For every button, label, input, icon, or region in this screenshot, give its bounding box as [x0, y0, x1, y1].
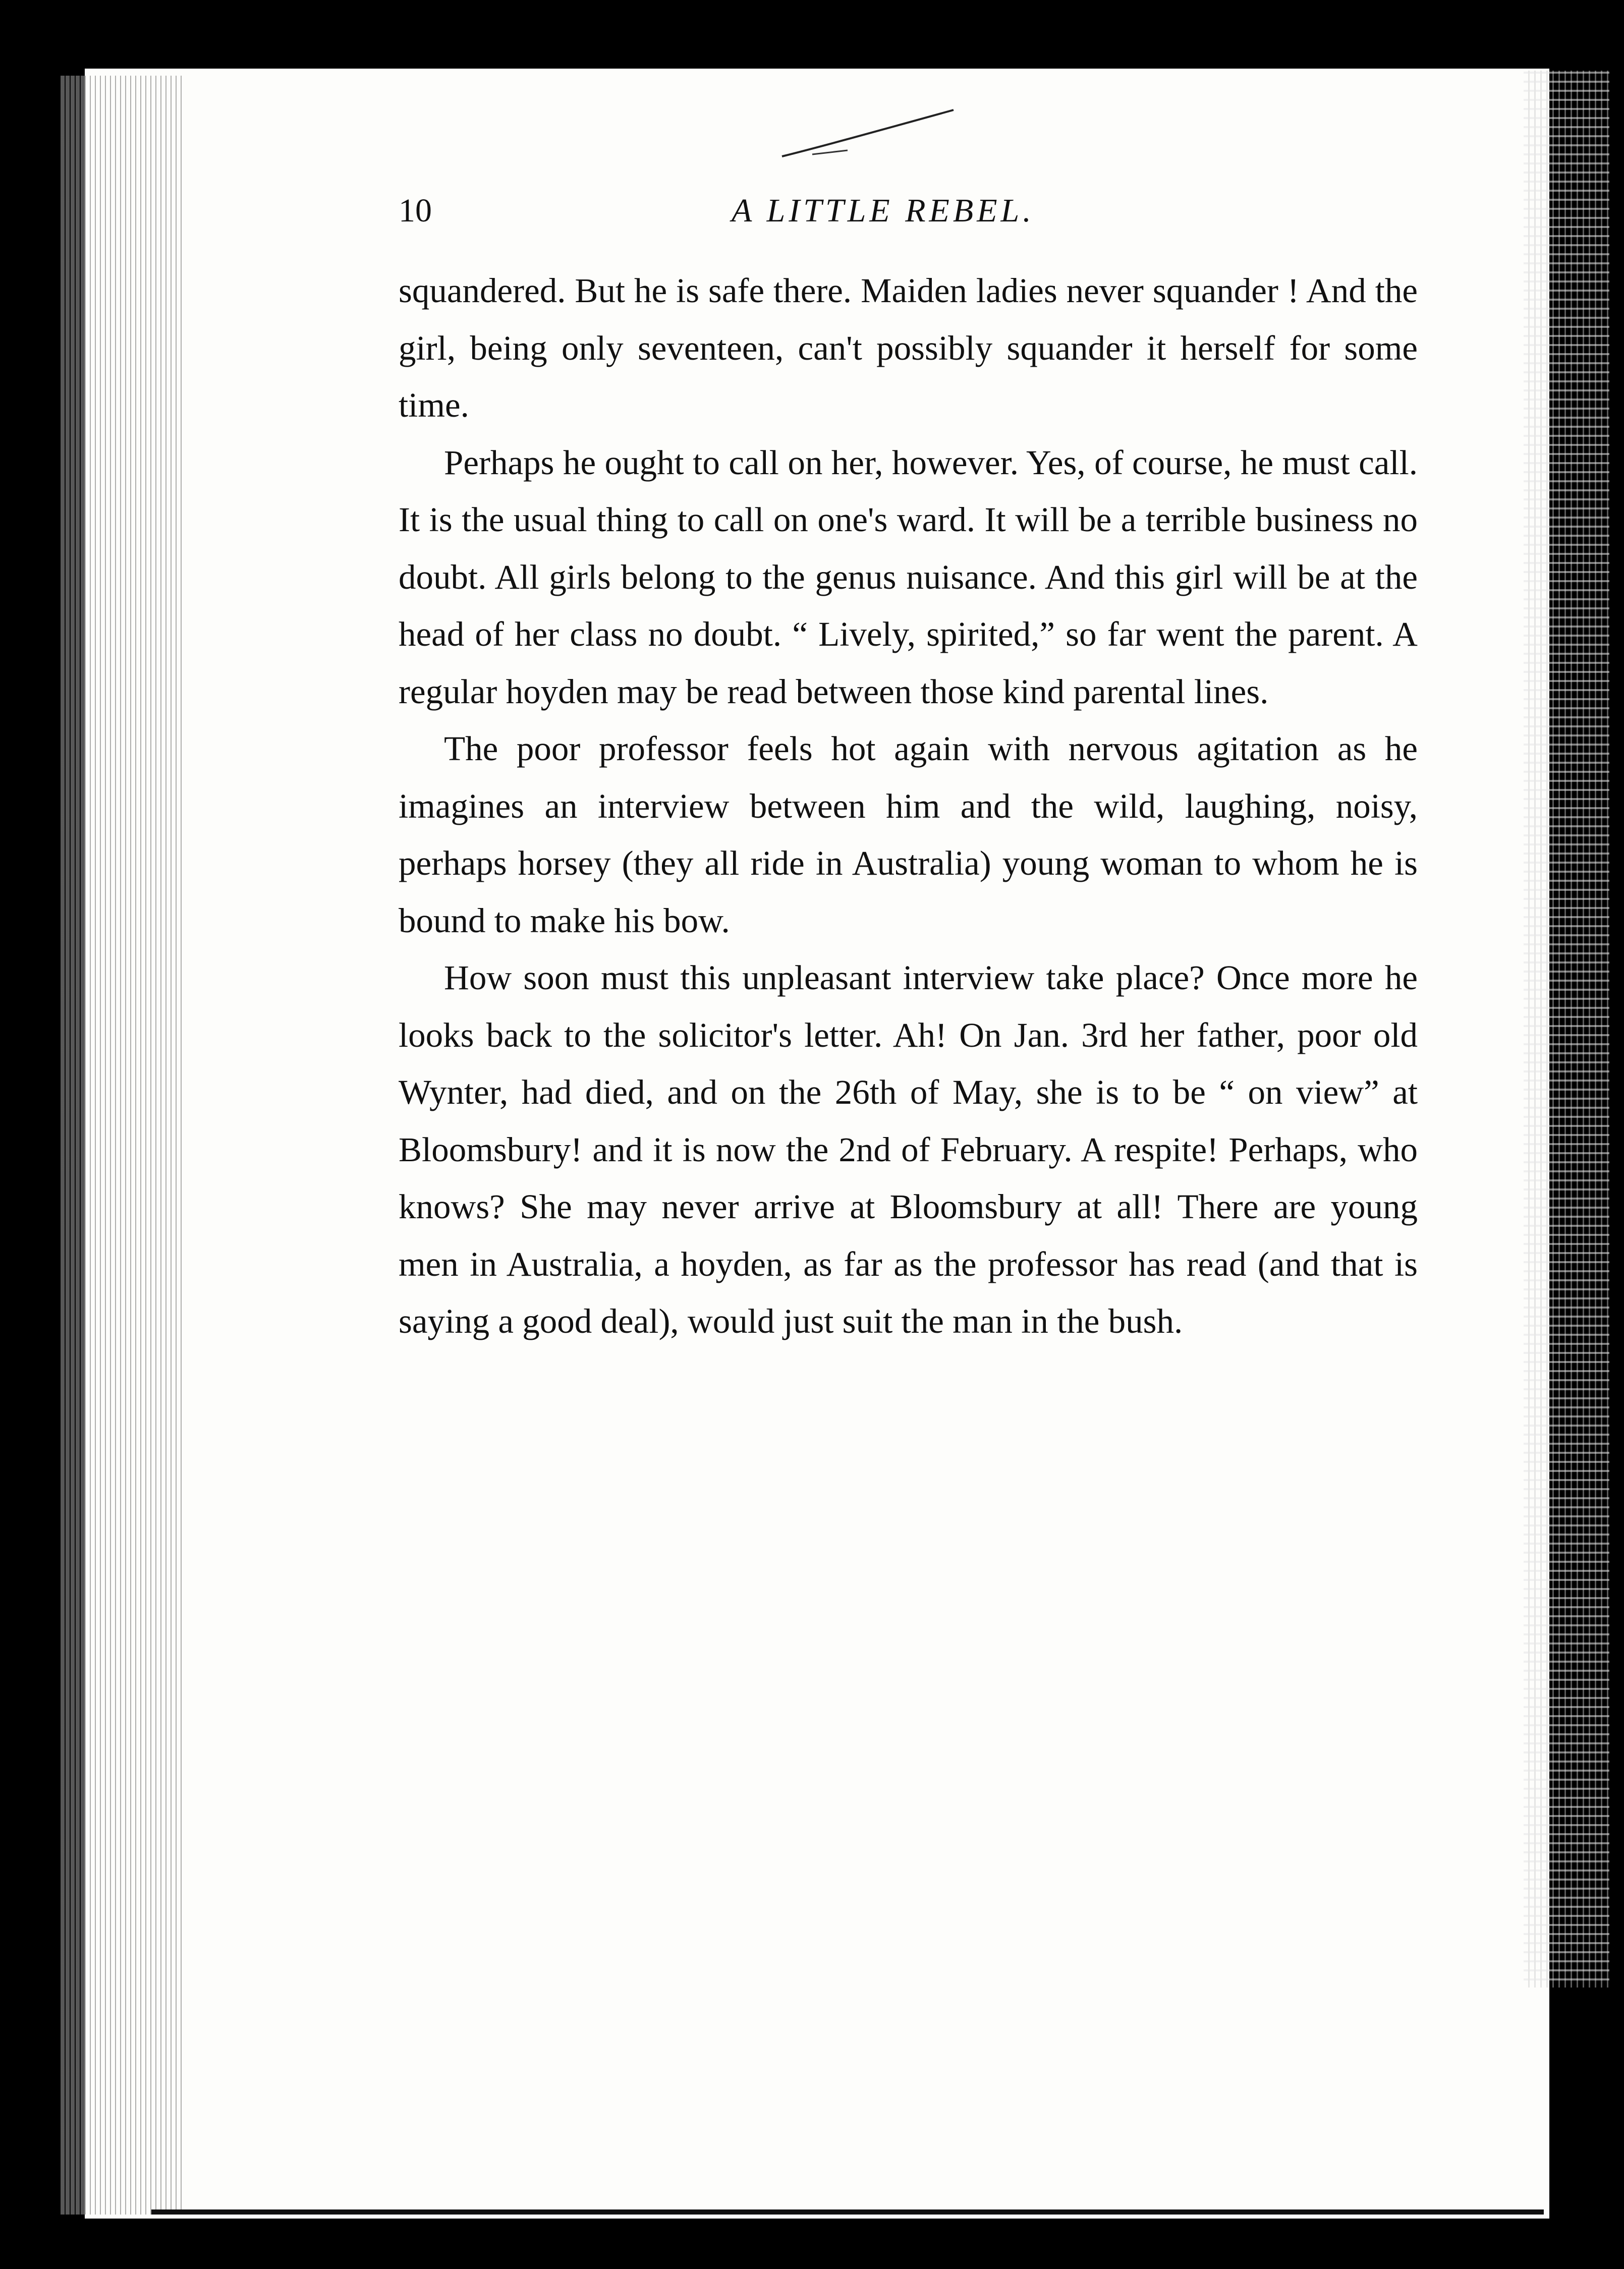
paragraph-2: Perhaps he ought to call on her, however. Yes, of course, he must call. It is the usual thing to call on one's ward. It will be a terrible business no doubt. All girls belong to the genus nuisance. And this girl will be at the head of her class no doubt. “ Lively, spirited,” so far went the parent. A regular hoyden may be read between those kind parental lines. [399, 443, 1418, 711]
paragraph-3: The poor professor feels hot again with nervous agitation as he imagines an interview between him and the wild, laughing, noisy, perhaps horsey (they all ride in Australia) young woman to whom he is bound to make his bow. [399, 729, 1418, 940]
page-header [399, 192, 1433, 237]
page-edge-shadow [61, 76, 182, 2215]
text-body [399, 262, 1418, 1350]
paragraph-4: How soon must this unpleasant interview take place? Once more he looks back to the solicitor's letter. Ah! On Jan. 3rd her father, poor old Wynter, had died, and on the 26th of May, she is to be “ on view” at Bloomsbury! and it is now the 2nd of February. A respite! Perhaps, who knows? She may never arrive at Bloomsbury at all! There are young men in Australia, a hoyden, as far as the professor has read (and that is saying a good deal), would just suit the man in the bush. [399, 958, 1418, 1340]
scan-noise-edge [1524, 71, 1609, 1988]
running-title: A LITTLE REBEL. [732, 192, 1035, 229]
page-bottom-border [151, 2209, 1544, 2215]
page-number: 10 [399, 192, 432, 229]
paragraph-1: squandered. But he is safe there. Maiden ladies never squander ! And the girl, being only seventeen, can't possibly squander it herself for some time. [399, 271, 1418, 424]
pencil-mark-icon [777, 106, 959, 161]
